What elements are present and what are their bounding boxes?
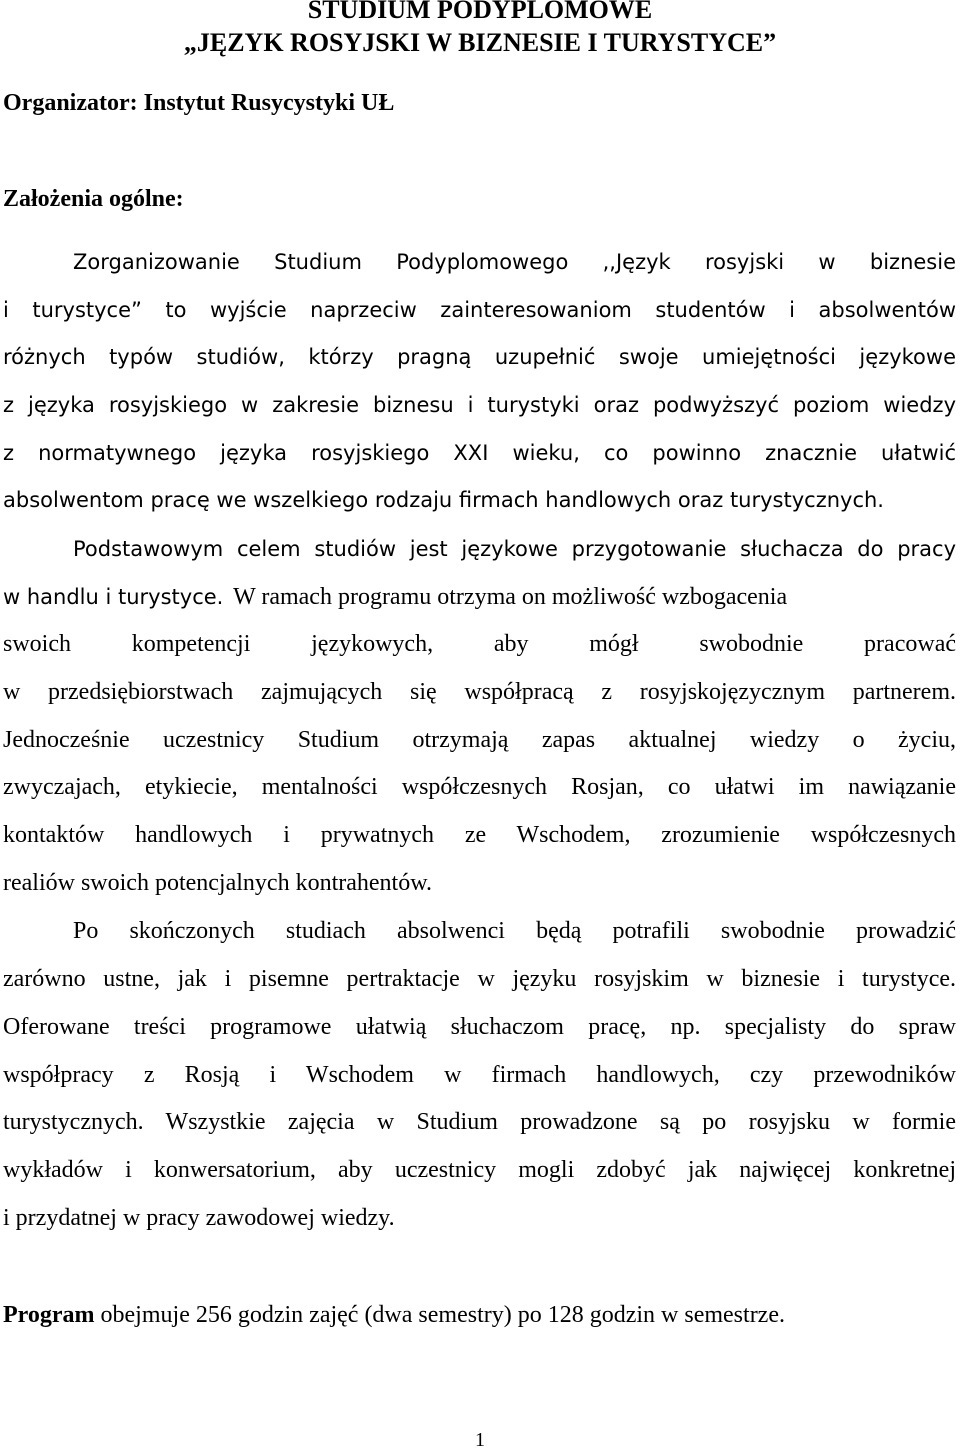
- paragraph-1-line: z języka rosyjskiego w zakresie biznesu i turystyki oraz podwyższyć poziom wiedzy: [3, 393, 956, 417]
- paragraph-2-line: realiów swoich potencjalnych kontrahentów.: [3, 870, 432, 896]
- paragraph-3-line: turystycznych. Wszystkie zajęcia w Studium prowadzone są po rosyjsku w formie: [3, 1109, 956, 1135]
- paragraph-3-line: Po skończonych studiach absolwenci będą potrafili swobodnie prowadzić: [73, 918, 956, 944]
- paragraph-2-line: Podstawowym celem studiów jest językowe przygotowanie słuchacza do pracy: [73, 537, 956, 561]
- paragraph-2-line: w przedsiębiorstwach zajmujących się współpracą z rosyjskojęzycznym partnerem.: [3, 679, 956, 705]
- paragraph-1-line: absolwentom pracę we wszelkiego rodzaju firmach handlowych oraz turystycznych.: [3, 488, 884, 512]
- paragraph-3-line: zarówno ustne, jak i pisemne pertraktacje w języku rosyjskim w biznesie i turystyce.: [3, 966, 956, 992]
- document-title-line-1: STUDIUM PODYPLOMOWE: [307, 0, 653, 24]
- document-title-line-2: „JĘZYK ROSYJSKI W BIZNESIE I TURYSTYCE”: [183, 28, 777, 57]
- paragraph-3-line: współpracy z Rosją i Wschodem w firmach handlowych, czy przewodników: [3, 1062, 956, 1088]
- paragraph-2-sentence: w handlu i turystyce.: [3, 585, 224, 609]
- paragraph-3-line: Oferowane treści programowe ułatwią słuchaczom pracę, np. specjalisty do spraw: [3, 1014, 956, 1040]
- paragraph-1-line: Zorganizowanie Studium Podyplomowego ,,Język rosyjski w biznesie: [73, 250, 956, 274]
- organizer-line: Organizator: Instytut Rusycystyki UŁ: [3, 90, 395, 116]
- program-summary: [3, 1299, 785, 1331]
- paragraph-2-line: zwyczajach, etykiecie, mentalności współczesnych Rosjan, co ułatwi im nawiązanie: [3, 774, 956, 800]
- section-heading: Założenia ogólne:: [3, 186, 184, 212]
- paragraph-3-line: wykładów i konwersatorium, aby uczestnicy mogli zdobyć jak najwięcej konkretnej: [3, 1157, 956, 1183]
- paragraph-1-line: różnych typów studiów, którzy pragną uzupełnić swoje umiejętności językowe: [3, 345, 956, 369]
- paragraph-2-line: kontaktów handlowych i prywatnych ze Wschodem, zrozumienie współczesnych: [3, 822, 956, 848]
- paragraph-1-line: i turystyce” to wyjście naprzeciw zainteresowaniom studentów i absolwentów: [3, 298, 956, 322]
- paragraph-2-line: Jednocześnie uczestnicy Studium otrzymają zapas aktualnej wiedzy o życiu,: [3, 727, 956, 753]
- program-text: obejmuje 256 godzin zajęć (dwa semestry) po 128 godzin w semestrze.: [94, 1302, 785, 1328]
- page-number: 1: [475, 1429, 485, 1451]
- paragraph-2-line: [3, 581, 956, 613]
- paragraph-2-line: swoich kompetencji językowych, aby mógł swobodnie pracować: [3, 631, 956, 657]
- program-label: Program: [3, 1302, 95, 1328]
- paragraph-1-line: z normatywnego języka rosyjskiego XXI wieku, co powinno znacznie ułatwić: [3, 441, 956, 465]
- paragraph-3-line: i przydatnej w pracy zawodowej wiedzy.: [3, 1205, 395, 1231]
- paragraph-2-sentence: W ramach programu otrzyma on możliwość wzbogacenia: [233, 584, 788, 610]
